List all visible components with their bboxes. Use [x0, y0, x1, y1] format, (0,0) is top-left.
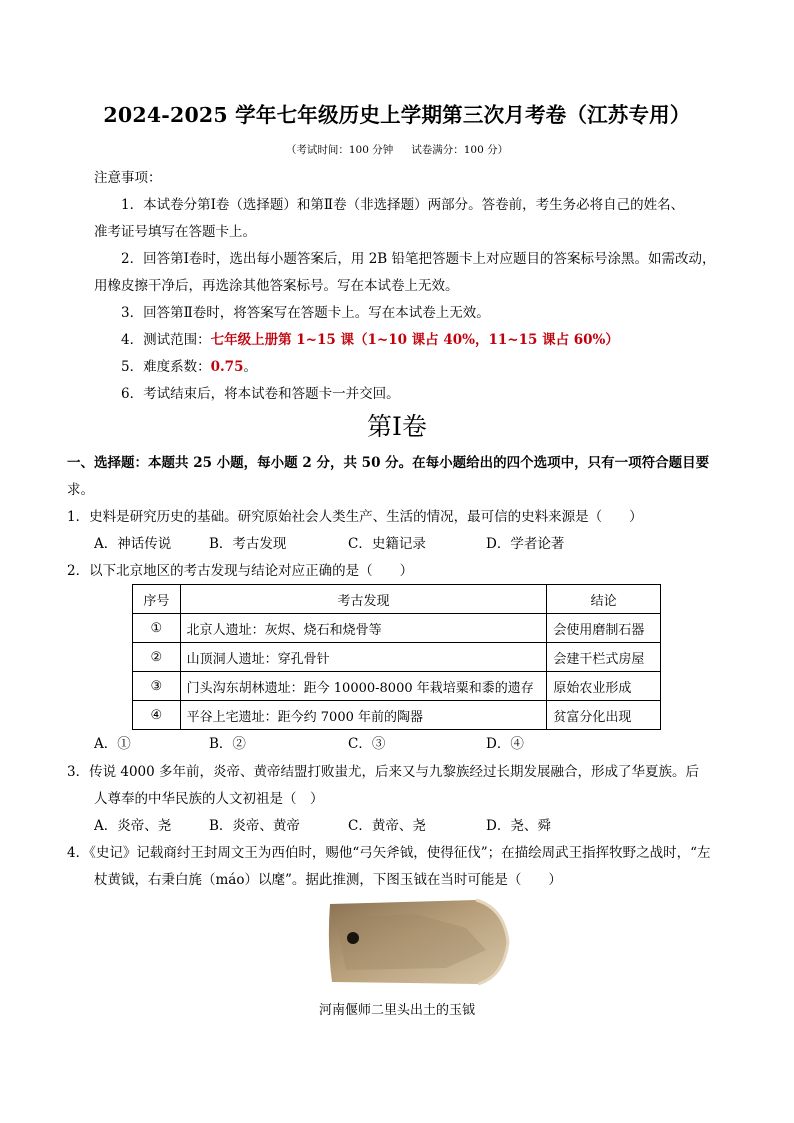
exam-subtitle	[0, 142, 794, 158]
table-cell-discovery: 平谷上宅遗址：距今约 7000 年前的陶器	[180, 701, 547, 730]
question-1-option-d: D．学者论著	[486, 536, 565, 552]
section-instruction-line-2: 求。	[67, 482, 94, 498]
table-cell-discovery: 门头沟东胡林遗址：距今 10000-8000 年栽培粟和黍的遗存	[180, 672, 547, 701]
question-4-stem-line-2: 杖黄钺，右秉白旄（máo）以麾”。据此推测，下图玉钺在当时可能是（ ）	[94, 872, 562, 888]
section-instruction-line-1: 一、选择题：本题共 25 小题，每小题 2 分，共 50 分。在每小题给出的四个选项中，只有一项符合题目要	[67, 455, 710, 471]
note-2-line-2: 用橡皮擦干净后，再选涂其他答案标号。写在本试卷上无效。	[94, 278, 459, 294]
question-1-stem: 1．史料是研究历史的基础。研究原始社会人类生产、生活的情况，最可信的史料来源是（ ）	[67, 509, 643, 525]
notes-heading: 注意事项：	[94, 170, 162, 186]
question-1-option-b: B．考古发现	[209, 536, 287, 552]
note-3: 3．回答第Ⅱ卷时，将答案写在答题卡上。写在本试卷上无效。	[121, 305, 490, 321]
table-row	[133, 672, 661, 701]
discoveries-table	[132, 584, 661, 730]
table-header-row	[133, 585, 661, 614]
question-3-option-d: D．尧、舜	[486, 818, 551, 834]
question-2-stem: 2．以下北京地区的考古发现与结论对应正确的是（ ）	[67, 563, 414, 579]
exam-time: （考试时间：100 分钟	[285, 144, 394, 156]
table-cell-number: ④	[133, 701, 181, 730]
table-cell-discovery: 山顶洞人遗址：穿孔骨针	[180, 643, 547, 672]
table-header-cell: 结论	[547, 585, 661, 614]
table-cell-discovery: 北京人遗址：灰烬、烧石和烧骨等	[180, 614, 547, 643]
question-3-option-c: C．黄帝、尧	[348, 818, 426, 834]
question-2-option-c: C．③	[348, 736, 386, 752]
test-range: 七年级上册第 1~15 课（1~10 课占 40%，11~15 课占 60%）	[210, 332, 619, 348]
question-3-stem-line-2: 人尊奉的中华民族的人文初祖是（ ）	[94, 791, 324, 807]
table-row	[133, 643, 661, 672]
table-row	[133, 614, 661, 643]
question-3-stem-line-1: 3．传说 4000 多年前，炎帝、黄帝结盟打败蚩尤，后来又与九黎族经过长期发展融合，形成了华夏族。后	[67, 764, 700, 780]
note-4	[121, 330, 619, 350]
question-2-option-a: A．①	[94, 736, 131, 752]
note-6: 6．考试结束后，将本试卷和答题卡一并交回。	[121, 386, 400, 402]
table-row	[133, 701, 661, 730]
table-cell-number: ①	[133, 614, 181, 643]
note-1-line-1: 1．本试卷分第Ⅰ卷（选择题）和第Ⅱ卷（非选择题）两部分。答卷前，考生务必将自己的姓名、	[121, 197, 685, 213]
note-5-suffix: 。	[243, 359, 257, 375]
image-caption: 河南偃师二里头出土的玉钺	[318, 1003, 475, 1018]
table-cell-conclusion: 会建干栏式房屋	[547, 643, 661, 672]
note-5-prefix: 5．难度系数：	[121, 359, 211, 375]
question-3-option-a: A．炎帝、尧	[94, 818, 172, 834]
question-1-option-a: A．神话传说	[94, 536, 172, 552]
question-2-option-b: B．②	[209, 736, 246, 752]
note-5	[121, 357, 257, 377]
jade-axe-image	[326, 898, 512, 988]
table-cell-number: ③	[133, 672, 181, 701]
exam-title: 2024-2025 学年七年级历史上学期第三次月考卷（江苏专用）	[103, 103, 691, 127]
table-cell-conclusion: 原始农业形成	[547, 672, 661, 701]
table-header-cell: 序号	[133, 585, 181, 614]
section-title: 第Ⅰ卷	[367, 412, 427, 441]
note-4-prefix: 4．测试范围：	[121, 332, 211, 348]
question-3-option-b: B．炎帝、黄帝	[209, 818, 300, 834]
exam-score: 试卷满分：100 分）	[411, 144, 509, 156]
question-4-stem-line-1: 4．《史记》记载商纣王封周文王为西伯时，赐他“弓矢斧钺，使得征伐”；在描绘周武王指挥牧野之战时，“左	[67, 845, 711, 861]
question-1-option-c: C．史籍记录	[348, 536, 426, 552]
question-2-option-d: D．④	[486, 736, 524, 752]
note-1-line-2: 准考证号填写在答题卡上。	[94, 224, 256, 240]
table-cell-conclusion: 会使用磨制石器	[547, 614, 661, 643]
table-cell-number: ②	[133, 643, 181, 672]
note-2-line-1: 2．回答第Ⅰ卷时，选出每小题答案后，用 2B 铅笔把答题卡上对应题目的答案标号涂黑。如需改动，	[121, 251, 716, 267]
table-cell-conclusion: 贫富分化出现	[547, 701, 661, 730]
difficulty-value: 0.75	[210, 359, 244, 375]
table-header-cell: 考古发现	[180, 585, 547, 614]
